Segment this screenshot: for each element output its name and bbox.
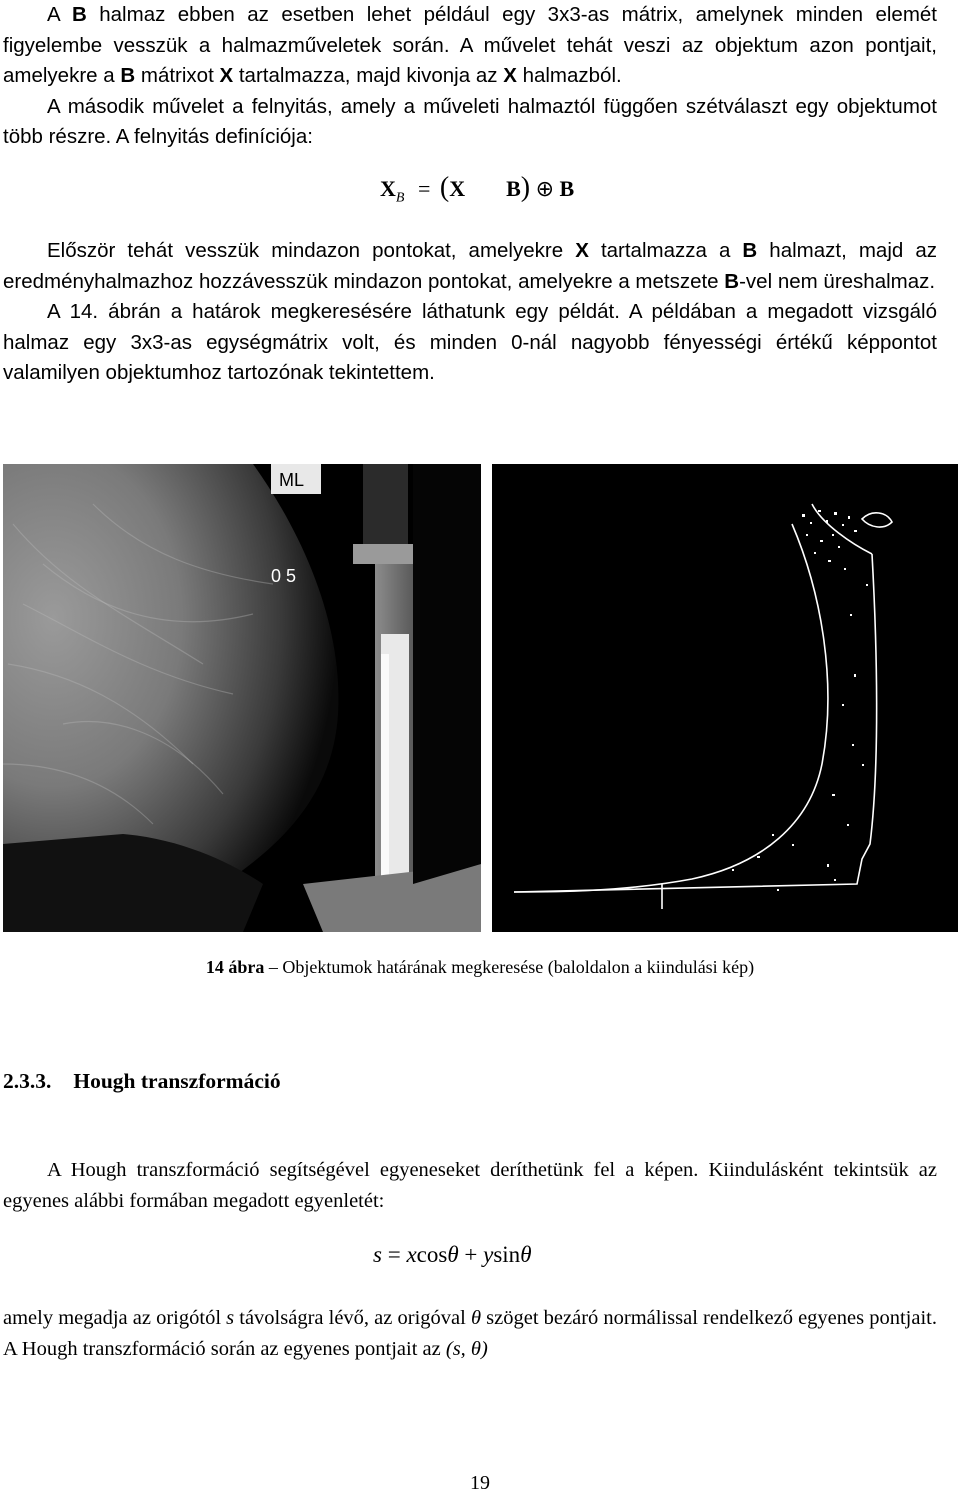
mammogram-image [3,464,481,932]
paragraph-explanation [3,236,937,389]
paragraph-intro [3,0,937,153]
section-heading [3,1069,281,1094]
paragraph-line-felnyitas: A második művelet a felnyitás, amely a műveleti halmaztól függően szétválaszt egy objektumot több részre. A felnyitás definíciója: [3,94,937,149]
paragraph-hough-intro: A Hough transzformáció segítségével egyeneseket deríthetünk fel a képen. Kiindulásként tekintsük az egyenes alábbi formában megadott egyenletét: [3,1159,937,1212]
hough-formula: s = xcosθ + ysinθ [373,1242,532,1267]
figure-caption: 14 ábra – Objektumok határának megkeresése (baloldalon a kiindulási kép) [205,957,755,977]
paragraph-line-abra: A 14. ábrán a határok megkeresésére láthatunk egy példát. A példában a megadott vizsgáló halmaz egy 3x3-as egységmátrix volt, és minden 0-nál nagyobb fényességi értékű képpontot valamilyen objektumhoz tartozónak tekintettem. [3,300,937,385]
border-detection-svg [492,464,958,932]
mammogram-svg [3,464,481,932]
film-label-05: 0 5 [271,566,297,586]
opening-formula: $X_B = (X$ B) ⊕ B [380,172,575,206]
section-title: Hough transzformáció [73,1069,281,1093]
paragraph-line-eloszor: Először tehát vesszük mindazon pontokat, amelyekre X tartalmazza a B halmazt, majd az eredményhalmazhoz hozzávesszük mindazon pontokat, amelyekre a metszete B-vel nem üreshalmaz. [3,239,937,293]
page-number: 19 [470,1472,490,1494]
film-label-ml: ML [279,470,305,490]
section-number: 2.3.3. [3,1069,52,1093]
border-detection-image [492,464,958,932]
paragraph-line-halmaz: A B halmaz ebben az esetben lehet például egy 3x3-as mátrix, amelynek minden elemét figyelembe vesszük a halmazműveletek során. A művelet tehát veszi az objektum azon pontjait, amelyekre a B mátrixot X tartalmazza, majd kivonja az X halmazból. [3,3,937,88]
paragraph-hough-normal: amely megadja az origótól s távolságra lévő, az origóval θ szöget bezáró normálissal rendelkező egyenes pontjait. A Hough transzformáció során az egyenes pontjait az (s, θ) [3,1307,937,1360]
